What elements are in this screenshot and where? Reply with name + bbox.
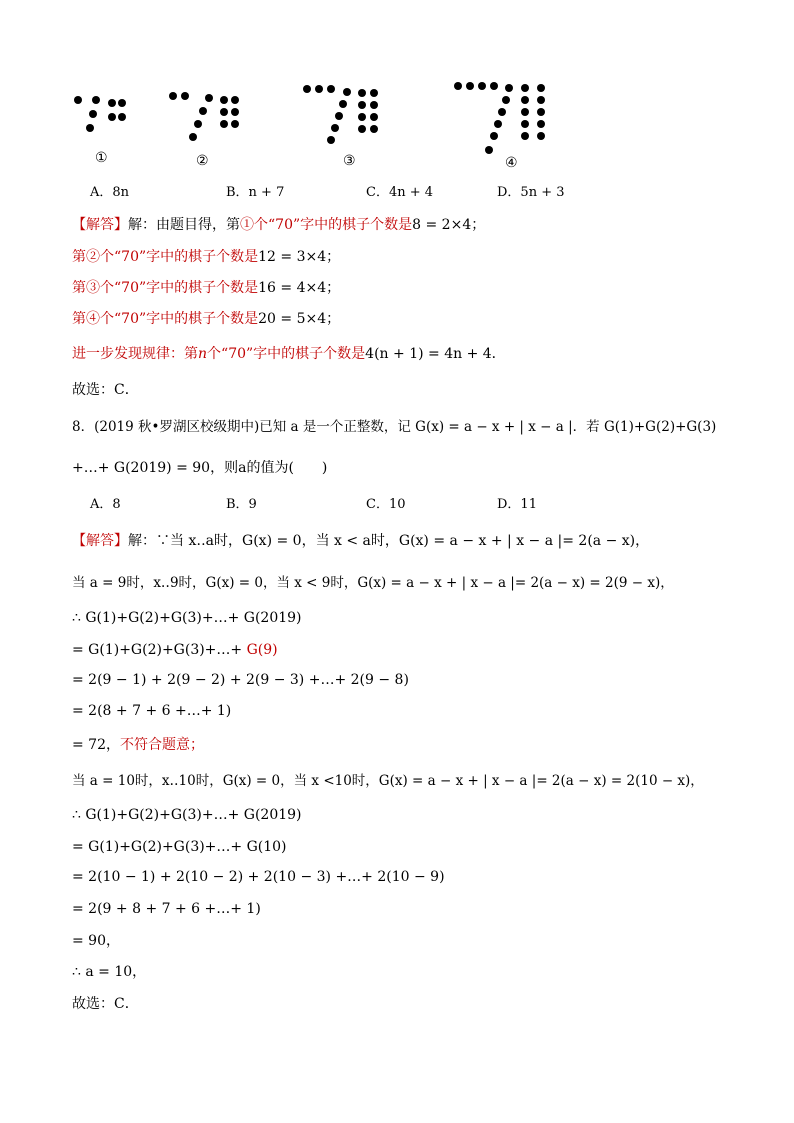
q8-solution-line-11: = 2(10 − 1) + 2(10 − 2) + 2(10 − 3) +…+ 2(10 − 9) [72, 869, 445, 885]
q7-option-a: A．8n [90, 185, 130, 200]
figure-label-1: ① [95, 150, 108, 166]
text: 8 = 2×4； [412, 217, 486, 233]
q8-solution-line-7 [72, 736, 204, 754]
q7-solution-line-3 [72, 279, 340, 297]
q8-solution-line-4 [72, 641, 278, 659]
q8-solution-line-1 [72, 532, 649, 550]
text: 解：∵当 x‥a时，G(x) = 0，当 x < a时，G(x) = a − x + | x − a |= 2(a − x)， [128, 533, 650, 549]
q7-solution-line-5 [72, 345, 506, 363]
figure-label-4: ④ [505, 155, 518, 171]
text: G(9) [246, 642, 278, 658]
q7-solution-line-2 [72, 248, 340, 266]
text: 个“70”字中的棋子个数是 [254, 217, 413, 233]
text: 第②个“70”字中的棋子个数是 [72, 249, 259, 265]
text: 解：由题目得，第 [128, 217, 240, 233]
q7-option-d: D．5n + 3 [497, 185, 565, 200]
dot-figure-2 [169, 92, 239, 141]
q8-stem-line-2: +…+ G(2019) = 90，则a的值为( ) [72, 460, 328, 476]
text: 16 = 4×4； [258, 280, 341, 296]
text: 第③个“70”字中的棋子个数是 [72, 280, 259, 296]
solution-tag: 【解答】 [72, 217, 128, 233]
q8-solution-line-10: = G(1)+G(2)+G(3)+…+ G(10) [72, 839, 287, 855]
q8-solution-line-5: = 2(9 − 1) + 2(9 − 2) + 2(9 − 3) +…+ 2(9 − 8) [72, 672, 409, 688]
q7-answer: 故选：C． [72, 382, 139, 398]
text: 20 = 5×4； [258, 311, 341, 327]
text: n [198, 346, 208, 362]
q8-solution-line-2: 当 a = 9时，x‥9时，G(x) = 0，当 x < 9时，G(x) = a − x + | x − a |= 2(a − x) = 2(9 − x)， [72, 575, 674, 591]
q8-solution-line-14: ∴ a = 10， [72, 964, 147, 980]
dot-pattern-figure [0, 0, 794, 160]
q7-solution-line-4 [72, 310, 340, 328]
q8-answer: 故选：C． [72, 996, 139, 1012]
q8-option-c: C．10 [366, 497, 406, 512]
q8-option-b: B．9 [226, 497, 257, 512]
text: 12 = 3×4； [258, 249, 341, 265]
q8-solution-line-3: ∴ G(1)+G(2)+G(3)+…+ G(2019) [72, 610, 302, 626]
figure-label-2: ② [196, 153, 209, 169]
dot-figure-3 [303, 85, 378, 144]
text: 个“70”字中的棋子个数是 [207, 346, 366, 362]
text: = 72， [72, 737, 120, 753]
q7-option-c: C．4n + 4 [366, 185, 434, 200]
text: = G(1)+G(2)+G(3)+…+ [72, 642, 247, 658]
text: 进一步发现规律：第 [72, 346, 198, 362]
q7-option-b: B．n + 7 [226, 185, 285, 200]
q8-solution-line-6: = 2(8 + 7 + 6 +…+ 1) [72, 703, 232, 719]
text: ① [240, 217, 254, 233]
q8-option-a: A．8 [90, 497, 121, 512]
dot-figure-1 [74, 96, 126, 132]
text: 第④个“70”字中的棋子个数是 [72, 311, 259, 327]
solution-tag: 【解答】 [72, 533, 128, 549]
q8-solution-line-9: ∴ G(1)+G(2)+G(3)+…+ G(2019) [72, 807, 302, 823]
dot-figure-4 [454, 82, 545, 154]
q8-solution-line-12: = 2(9 + 8 + 7 + 6 +…+ 1) [72, 901, 261, 917]
q8-solution-line-13: = 90， [72, 933, 120, 949]
q8-stem-line-1: 8．(2019 秋•罗湖区校级期中)已知 a 是一个正整数，记 G(x) = a − x + | x − a |．若 G(1)+G(2)+G(3) [72, 419, 717, 435]
text: 4(n + 1) = 4n + 4． [365, 346, 506, 362]
q8-option-d: D．11 [497, 497, 537, 512]
q8-solution-line-8: 当 a = 10时，x‥10时，G(x) = 0，当 x <10时，G(x) = a − x + | x − a |= 2(a − x) = 2(10 − x)， [72, 773, 704, 789]
q7-solution-line-1 [72, 216, 485, 234]
text: 不符合题意； [120, 737, 204, 753]
figure-label-3: ③ [343, 153, 356, 169]
